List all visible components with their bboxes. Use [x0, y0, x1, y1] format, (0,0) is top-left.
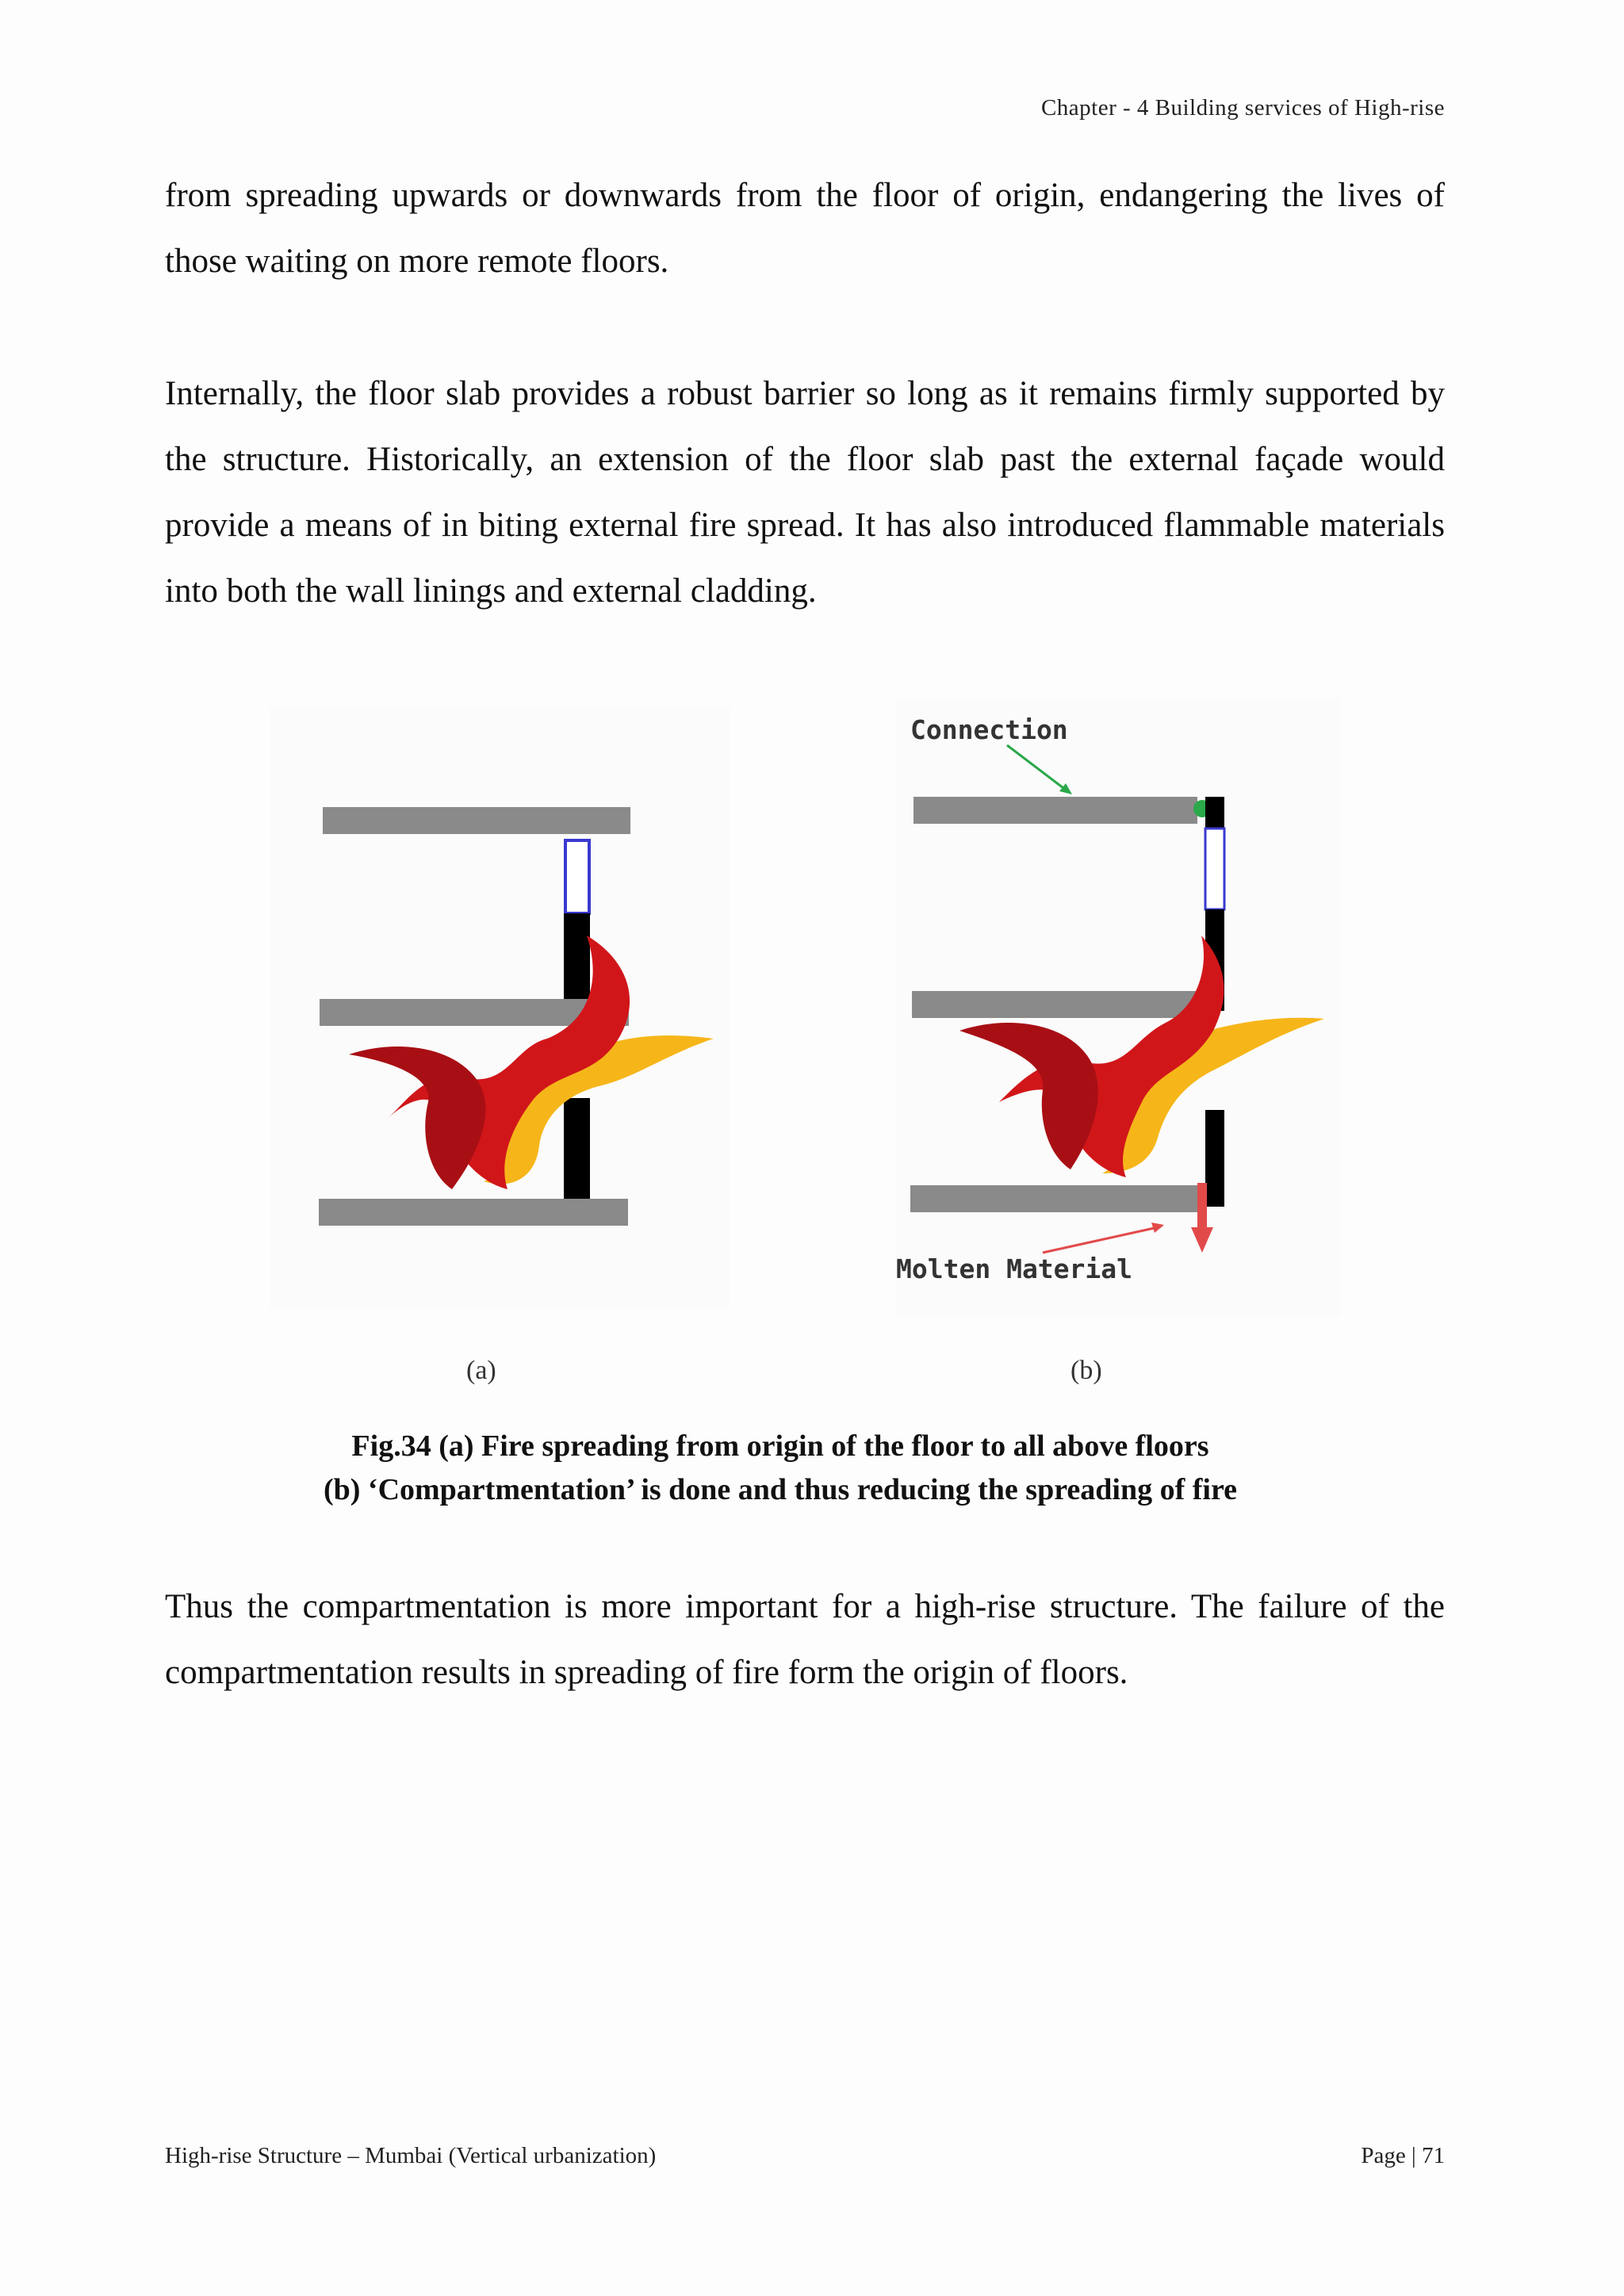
wall-lower	[564, 1098, 590, 1199]
window-glazing	[565, 840, 589, 913]
floor-slab-top	[914, 797, 1197, 824]
diagram-panel-b	[896, 698, 1340, 1316]
wall-top-segment	[1205, 797, 1224, 828]
figure-34	[262, 698, 1356, 1395]
figure-caption-line-1: Fig.34 (a) Fire spreading from origin of the floor to all above floors	[351, 1429, 1209, 1463]
panel-a-label: (a)	[466, 1356, 496, 1385]
molten-material-label: Molten Material	[896, 1253, 1133, 1284]
paragraph-3: Thus the compartmentation is more important for a high-rise structure. The failure of the compartmentation results in spreading of fire form the origin of floors.	[165, 1588, 1445, 1691]
paragraph-1: from spreading upwards or downwards from the floor of origin, endangering the lives of those waiting on more remote floors.	[165, 177, 1445, 280]
wall-lower	[1205, 1110, 1224, 1207]
floor-slab-bottom	[319, 1199, 628, 1226]
figure-caption-line-2: (b) ‘Compartmentation’ is done and thus reducing the spreading of fire	[323, 1473, 1238, 1506]
footer-page-number: Page | 71	[1361, 2143, 1445, 2168]
window-glazing	[1205, 828, 1224, 909]
molten-drip	[1197, 1183, 1207, 1230]
paragraph-2: Internally, the floor slab provides a robust barrier so long as it remains firmly supported by the structure. Historically, an extension of the floor slab past the external façade would provide a means of in biting external fire spread. It has also introduced flammable materials into both the wall linings and external cladding.	[165, 375, 1445, 610]
floor-slab-middle	[912, 991, 1199, 1018]
panel-b-label: (b)	[1071, 1356, 1102, 1385]
connection-label: Connection	[910, 714, 1068, 745]
footer-document-title: High-rise Structure – Mumbai (Vertical urbanization)	[165, 2143, 657, 2168]
diagram-panel-a	[270, 706, 730, 1308]
wall-upper	[564, 913, 590, 999]
floor-slab-bottom	[910, 1185, 1204, 1212]
floor-slab-top	[323, 807, 630, 834]
running-header: Chapter - 4 Building services of High-rise	[1040, 95, 1445, 121]
